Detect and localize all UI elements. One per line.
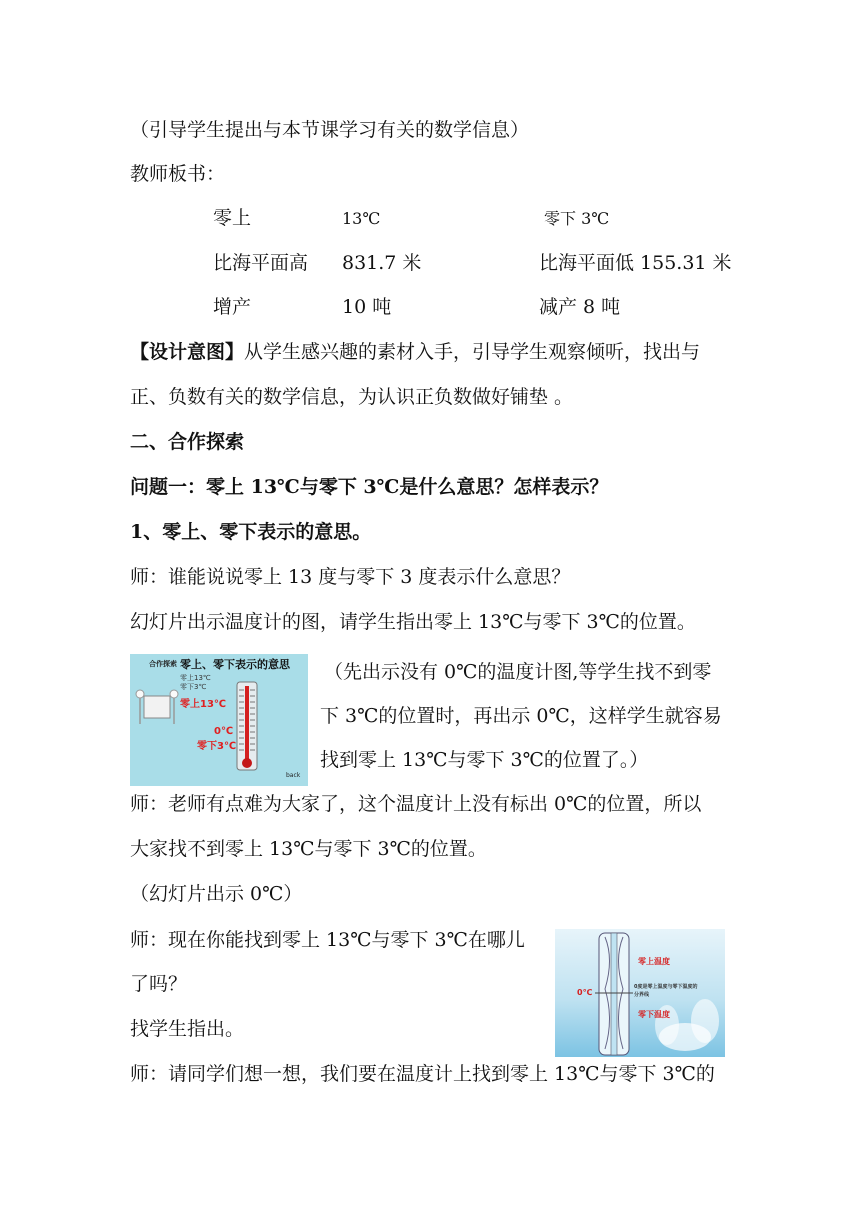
board-cell: 减产 8 吨 (539, 296, 621, 318)
paragraph-line: 师：老师有点难为大家了，这个温度计上没有标出 0℃的位置，所以 (130, 793, 702, 815)
slide-note: 0度是零上温度与零下温度的 (634, 984, 698, 990)
question-heading: 问题一：零上 13℃与零下 3℃是什么意思？怎样表示？ (130, 476, 609, 498)
design-intent-tag: 【设计意图】 (130, 341, 245, 363)
paragraph-line: （幻灯片出示 0℃） (130, 883, 303, 905)
intro-line: （引导学生提出与本节课学习有关的数学信息） (130, 119, 530, 141)
slide-below-label: 零下温度 (638, 1010, 670, 1019)
board-heading: 教师板书： (130, 163, 226, 185)
wrap-text-line: 下 3℃的位置时，再出示 0℃，这样学生就容易 (320, 705, 722, 727)
board-cell: 10 吨 (342, 296, 392, 318)
wrap-text-line: 找到零上 13℃与零下 3℃的位置了。） (320, 749, 649, 771)
paragraph-line: 师：谁能说说零上 13 度与零下 3 度表示什么意思？ (130, 566, 571, 588)
board-cell: 增产 (213, 296, 252, 318)
board-cell: 831.7 米 (342, 252, 422, 274)
slide-back-button: back (286, 772, 301, 779)
board-cell: 零上 (213, 207, 252, 229)
slide-red-label: 零下3℃ (197, 741, 237, 752)
subheading: 1、零上、零下表示的意思。 (130, 521, 372, 543)
slide-zero-degree-image (555, 929, 725, 1057)
slide-header: 合作探索 (149, 660, 177, 668)
slide-thermometer-image (130, 654, 308, 786)
slide-zero-label: 0℃ (577, 988, 593, 997)
board-cell: 比海平面高 (213, 252, 309, 274)
paragraph-line: 了吗？ (130, 973, 188, 995)
wrap-text-line: （先出示没有 0℃的温度计图,等学生找不到零 (324, 661, 712, 683)
slide-label: 零上13℃ (180, 674, 211, 682)
slide-red-label: 零上13℃ (180, 699, 227, 710)
design-intent-line (130, 340, 700, 364)
board-cell: 零下 3℃ (544, 209, 610, 228)
paragraph-line: 找学生指出。 (130, 1018, 245, 1040)
board-cell: 13℃ (342, 209, 381, 228)
slide-red-label: 0℃ (214, 726, 234, 737)
section-heading: 二、合作探索 (130, 431, 245, 453)
paragraph-line: 幻灯片出示温度计的图，请学生指出零上 13℃与零下 3℃的位置。 (130, 611, 696, 633)
slide-title: 零上、零下表示的意思 (180, 658, 290, 671)
thermometer-drawing (130, 654, 308, 786)
slide-note: 分界线 (634, 992, 650, 998)
slide-label: 零下3℃ (180, 683, 207, 691)
paragraph-line: 大家找不到零上 13℃与零下 3℃的位置。 (130, 838, 487, 860)
design-intent-line-2: 正、负数有关的数学信息，为认识正负数做好铺垫 。 (130, 386, 574, 408)
paragraph-line: 师：现在你能找到零上 13℃与零下 3℃在哪儿 (130, 929, 525, 951)
design-intent-text: 从学生感兴趣的素材入手，引导学生观察倾听，找出与 (244, 341, 701, 363)
slide-above-label: 零上温度 (638, 957, 670, 966)
board-cell: 比海平面低 155.31 米 (539, 252, 732, 274)
paragraph-line: 师：请同学们想一想，我们要在温度计上找到零上 13℃与零下 3℃的 (130, 1063, 715, 1085)
